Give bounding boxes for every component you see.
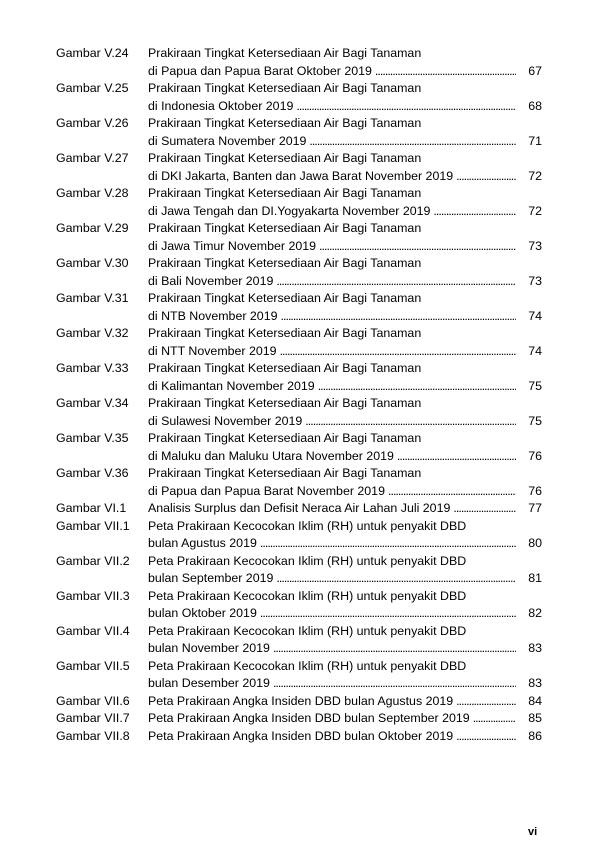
figure-label: Gambar VII.3 — [56, 588, 130, 603]
figure-label: Gambar V.33 — [56, 361, 129, 375]
page-ref: 73 — [528, 273, 542, 288]
toc-entry[interactable] — [56, 80, 542, 115]
page-ref: 68 — [528, 98, 542, 113]
figure-title: Prakiraan Tingkat Ketersediaan Air Bagi Tanaman — [148, 291, 422, 305]
dot-leader — [388, 483, 516, 501]
figure-title-continued: bulan Agustus 2019 — [148, 536, 257, 550]
toc-entry[interactable] — [56, 693, 542, 711]
dot-leader — [456, 693, 516, 711]
dot-leader — [276, 570, 516, 588]
figure-title-continued: di Indonesia Oktober 2019 — [148, 98, 294, 113]
page-ref: 83 — [528, 676, 542, 690]
figure-label: Gambar VI.1 — [56, 501, 127, 515]
toc-entry[interactable] — [56, 518, 542, 553]
figure-title-continued: di Maluku dan Maluku Utara November 2019 — [148, 448, 394, 463]
toc-entry[interactable] — [56, 588, 542, 623]
figure-title-continued: di Sumatera November 2019 — [148, 133, 307, 148]
toc-entry[interactable] — [56, 623, 542, 658]
toc-entry[interactable] — [56, 465, 542, 500]
figure-label: Gambar V.26 — [56, 116, 129, 130]
dot-leader — [375, 63, 516, 81]
toc-entry[interactable] — [56, 150, 542, 185]
figure-label: Gambar V.32 — [56, 326, 129, 340]
page-ref: 86 — [528, 728, 542, 743]
figure-title: Analisis Surplus dan Defisit Neraca Air Lahan Juli 2019 — [148, 501, 451, 515]
page-ref: 74 — [528, 308, 542, 323]
figure-label: Gambar VII.8 — [56, 728, 130, 743]
figure-title: Prakiraan Tingkat Ketersediaan Air Bagi Tanaman — [148, 116, 422, 130]
figure-title: Peta Prakiraan Kecocokan Iklim (RH) untuk penyakit DBD — [148, 518, 467, 533]
figure-title-continued: bulan September 2019 — [148, 571, 274, 585]
toc-entry[interactable] — [56, 185, 542, 220]
page-ref: 75 — [528, 413, 542, 428]
toc-entry[interactable] — [56, 360, 542, 395]
figure-title: Peta Prakiraan Kecocokan Iklim (RH) untuk penyakit DBD — [148, 623, 467, 638]
figure-title-continued: di Papua dan Papua Barat November 2019 — [148, 483, 385, 498]
dot-leader — [453, 500, 516, 518]
dot-leader — [296, 98, 516, 116]
toc-entry[interactable] — [56, 325, 542, 360]
table-of-figures — [56, 45, 542, 745]
figure-label: Gambar V.25 — [56, 81, 129, 95]
figure-title: Peta Prakiraan Kecocokan Iklim (RH) untuk penyakit DBD — [148, 588, 467, 603]
figure-title-continued: di DKI Jakarta, Banten dan Jawa Barat November 2019 — [148, 168, 454, 183]
dot-leader — [305, 413, 516, 431]
page-ref: 82 — [528, 606, 542, 620]
figure-title: Prakiraan Tingkat Ketersediaan Air Bagi Tanaman — [148, 221, 422, 235]
page-ref: 75 — [528, 378, 542, 393]
toc-entry[interactable] — [56, 255, 542, 290]
dot-leader — [319, 238, 516, 256]
page-ref: 77 — [528, 501, 542, 515]
page-ref: 72 — [528, 168, 542, 183]
figure-title-continued: di NTB November 2019 — [148, 308, 278, 323]
dot-leader — [280, 308, 516, 326]
figure-title-continued: di Jawa Timur November 2019 — [148, 238, 317, 253]
dot-leader — [273, 675, 516, 693]
page-ref: 71 — [528, 133, 542, 148]
figure-title-continued: di Bali November 2019 — [148, 273, 274, 288]
figure-title: Peta Prakiraan Angka Insiden DBD bulan Oktober 2019 — [148, 728, 454, 743]
figure-title-continued: bulan Desember 2019 — [148, 676, 270, 690]
toc-entry[interactable] — [56, 553, 542, 588]
dot-leader — [397, 448, 516, 466]
figure-title: Prakiraan Tingkat Ketersediaan Air Bagi Tanaman — [148, 326, 422, 340]
figure-title: Prakiraan Tingkat Ketersediaan Air Bagi Tanaman — [148, 466, 422, 480]
toc-entry[interactable] — [56, 395, 542, 430]
figure-title: Prakiraan Tingkat Ketersediaan Air Bagi Tanaman — [148, 46, 422, 60]
page-ref: 73 — [528, 238, 542, 253]
figure-label: Gambar V.27 — [56, 151, 129, 165]
figure-title: Peta Prakiraan Kecocokan Iklim (RH) untuk penyakit DBD — [148, 658, 467, 673]
figure-title: Prakiraan Tingkat Ketersediaan Air Bagi Tanaman — [148, 256, 422, 270]
figure-title: Peta Prakiraan Kecocokan Iklim (RH) untuk penyakit DBD — [148, 553, 467, 568]
dot-leader — [273, 640, 516, 658]
figure-title-continued: di Sulawesi November 2019 — [148, 413, 303, 428]
toc-entry[interactable] — [56, 115, 542, 150]
figure-title-continued: di Jawa Tengah dan DI.Yogyakarta November 2019 — [148, 203, 431, 218]
toc-entry[interactable] — [56, 710, 542, 728]
dot-leader — [260, 535, 516, 553]
figure-label: Gambar V.35 — [56, 431, 129, 445]
figure-title: Prakiraan Tingkat Ketersediaan Air Bagi Tanaman — [148, 396, 422, 410]
dot-leader — [280, 343, 516, 361]
page-ref: 84 — [528, 693, 542, 708]
toc-entry[interactable] — [56, 220, 542, 255]
page-ref: 76 — [528, 483, 542, 498]
page-number: vi — [528, 826, 538, 838]
figure-title-continued: di Papua dan Papua Barat Oktober 2019 — [148, 63, 372, 78]
figure-label: Gambar V.30 — [56, 256, 129, 270]
figure-label: Gambar VII.7 — [56, 711, 130, 725]
figure-label: Gambar VII.6 — [56, 693, 130, 708]
toc-entry[interactable] — [56, 500, 542, 518]
figure-label: Gambar V.31 — [56, 291, 129, 305]
toc-entry[interactable] — [56, 290, 542, 325]
figure-label: Gambar V.34 — [56, 396, 129, 410]
toc-entry[interactable] — [56, 728, 542, 746]
dot-leader — [456, 168, 516, 186]
dot-leader — [318, 378, 516, 396]
dot-leader — [433, 203, 516, 221]
toc-entry[interactable] — [56, 45, 542, 80]
figure-label: Gambar V.28 — [56, 186, 129, 200]
figure-title-continued: bulan Oktober 2019 — [148, 606, 257, 620]
dot-leader — [309, 133, 516, 151]
figure-label: Gambar VII.5 — [56, 658, 130, 673]
figure-title: Prakiraan Tingkat Ketersediaan Air Bagi Tanaman — [148, 186, 422, 200]
page-ref: 85 — [528, 711, 542, 725]
figure-title: Prakiraan Tingkat Ketersediaan Air Bagi Tanaman — [148, 81, 422, 95]
figure-title: Prakiraan Tingkat Ketersediaan Air Bagi Tanaman — [148, 151, 422, 165]
figure-label: Gambar V.24 — [56, 46, 129, 60]
figure-label: Gambar VII.4 — [56, 623, 130, 638]
figure-label: Gambar V.29 — [56, 221, 129, 235]
page-ref: 80 — [528, 536, 542, 550]
page-ref: 83 — [528, 641, 542, 655]
figure-title-continued: bulan November 2019 — [148, 641, 270, 655]
figure-title: Prakiraan Tingkat Ketersediaan Air Bagi Tanaman — [148, 431, 422, 445]
toc-entry[interactable] — [56, 430, 542, 465]
dot-leader — [260, 605, 516, 623]
figure-title: Peta Prakiraan Angka Insiden DBD bulan September 2019 — [148, 711, 470, 725]
figure-title-continued: di Kalimantan November 2019 — [148, 378, 315, 393]
figure-label: Gambar V.36 — [56, 466, 129, 480]
page-ref: 76 — [528, 448, 542, 463]
dot-leader — [456, 728, 516, 746]
page-ref: 72 — [528, 203, 542, 218]
dot-leader — [473, 710, 516, 728]
figure-title-continued: di NTT November 2019 — [148, 343, 277, 358]
page-ref: 81 — [528, 571, 542, 585]
figure-title: Prakiraan Tingkat Ketersediaan Air Bagi Tanaman — [148, 361, 422, 375]
figure-title: Peta Prakiraan Angka Insiden DBD bulan Agustus 2019 — [148, 693, 454, 708]
page-ref: 67 — [528, 63, 542, 78]
dot-leader — [276, 273, 516, 291]
figure-label: Gambar VII.2 — [56, 553, 130, 568]
figure-label: Gambar VII.1 — [56, 518, 130, 533]
page-ref: 74 — [528, 343, 542, 358]
toc-entry[interactable] — [56, 658, 542, 693]
